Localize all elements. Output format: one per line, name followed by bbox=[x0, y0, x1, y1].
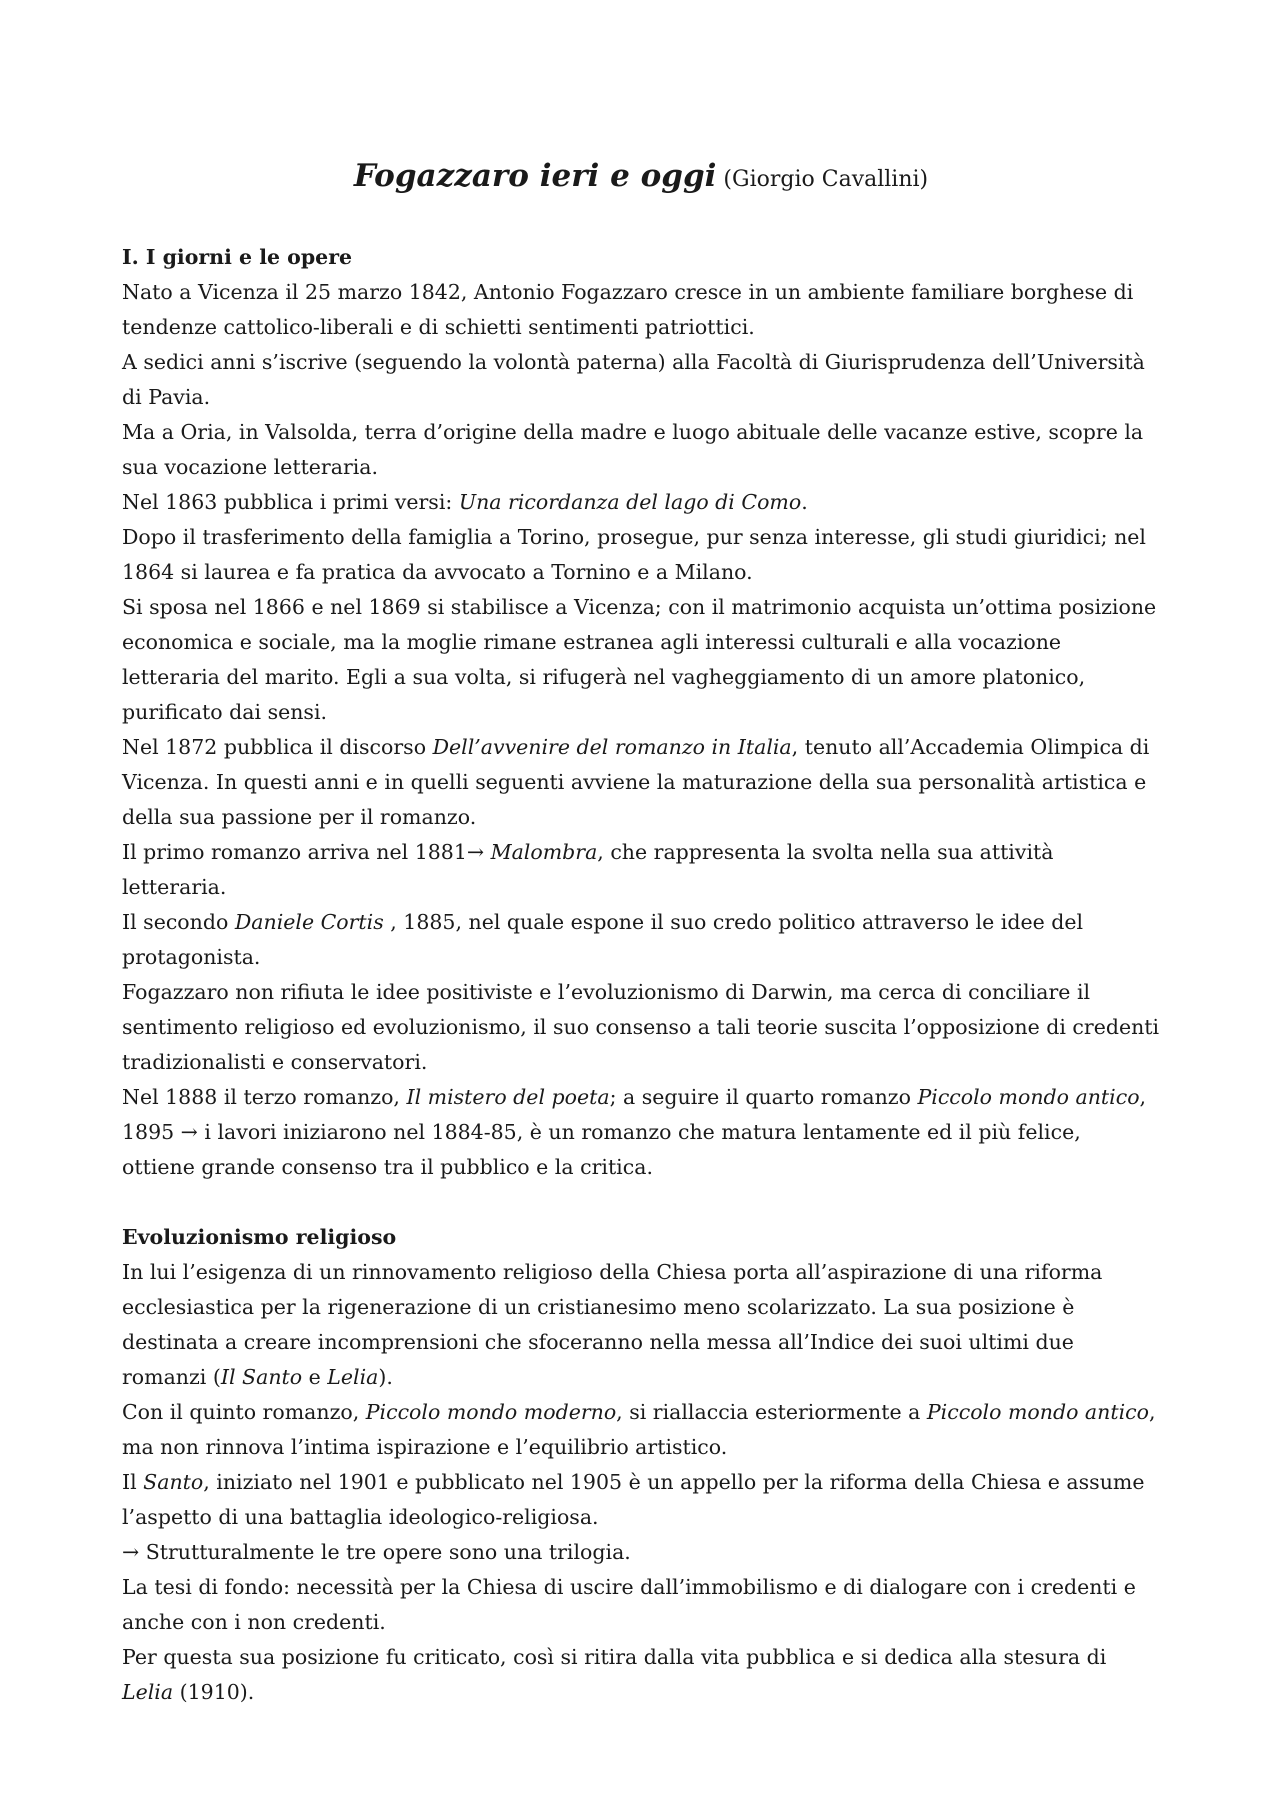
text-span: In lui l’esigenza di un rinnovamento religioso della Chiesa porta all’aspirazione di una riforma ecclesiastica per la rigenerazione di un cristianesimo meno scolarizzato. La sua posizione è destinata a creare incomprensioni che sfoceranno nella messa all’Indice dei suoi ultimi due romanzi ( bbox=[122, 1260, 1103, 1389]
text-span: ). bbox=[378, 1365, 393, 1389]
text-span: ; a seguire il quarto romanzo bbox=[609, 1085, 918, 1109]
document-author: (Giorgio Cavallini) bbox=[716, 167, 929, 192]
text-span: Con il quinto romanzo, bbox=[122, 1400, 366, 1424]
section-heading-evoluzionismo: Evoluzionismo religioso bbox=[122, 1225, 397, 1249]
text-span: , 1885, nel quale espone il suo credo politico attraverso le idee del protagonista. bbox=[122, 910, 1084, 969]
text-span: Il secondo bbox=[122, 910, 235, 934]
paragraph bbox=[122, 1080, 1160, 1185]
text-span: Nel 1888 il terzo romanzo, bbox=[122, 1085, 407, 1109]
paragraph bbox=[122, 835, 1160, 905]
text-span: , ma non rinnova l’intima ispirazione e l’equilibrio artistico. bbox=[122, 1400, 1156, 1459]
paragraph: Fogazzaro non rifiuta le idee positiviste e l’evoluzionismo di Darwin, ma cerca di conciliare il sentimento religioso ed evoluzionismo, il suo consenso a tali teorie suscita l’opposizione di credenti tradizionalisti e conservatori. bbox=[122, 980, 1160, 1074]
work-title: Lelia bbox=[327, 1365, 379, 1389]
paragraph: La tesi di fondo: necessità per la Chiesa di uscire dall’immobilismo e di dialogare con i credenti e anche con i non credenti. bbox=[122, 1575, 1136, 1634]
paragraph: Nato a Vicenza il 25 marzo 1842, Antonio Fogazzaro cresce in un ambiente familiare borghese di tendenze cattolico-liberali e di schietti sentimenti patriottici. bbox=[122, 280, 1134, 339]
text-span: Il bbox=[122, 1470, 144, 1494]
work-title: Lelia bbox=[122, 1680, 174, 1704]
work-title: Piccolo mondo antico bbox=[926, 1400, 1149, 1424]
text-span: , tenuto all’Accademia Olimpica di Vicenza. In questi anni e in quelli seguenti avviene la maturazione della sua personalità artistica e della sua passione per il romanzo. bbox=[122, 735, 1150, 829]
text-span: , si riallaccia esteriormente a bbox=[616, 1400, 927, 1424]
paragraph bbox=[122, 730, 1160, 835]
work-title: Piccolo mondo antico bbox=[917, 1085, 1140, 1109]
work-title: Santo bbox=[143, 1470, 204, 1494]
text-span: , 1895 → i lavori iniziarono nel 1884-85, è un romanzo che matura lentamente ed il più felice, ottiene grande consenso tra il pubblico e la critica. bbox=[122, 1085, 1147, 1179]
text-span: Nel 1863 pubblica i primi versi: bbox=[122, 490, 459, 514]
text-span: , che rappresenta la svolta nella sua attività letteraria. bbox=[122, 840, 1054, 899]
text-span: Il primo romanzo arriva nel 1881→ bbox=[122, 840, 491, 864]
work-title: Dell’avvenire del romanzo in Italia bbox=[432, 735, 792, 759]
work-title: Daniele Cortis bbox=[234, 910, 384, 934]
paragraph bbox=[122, 1465, 1160, 1535]
paragraph bbox=[122, 905, 1160, 975]
text-span: Per questa sua posizione fu criticato, così si ritira dalla vita pubblica e si dedica alla stesura di bbox=[122, 1645, 1107, 1669]
work-title: Il Santo bbox=[220, 1365, 303, 1389]
text-span: . bbox=[801, 490, 808, 514]
work-title: Il mistero del poeta bbox=[406, 1085, 610, 1109]
paragraph bbox=[122, 1395, 1160, 1465]
paragraph bbox=[122, 485, 1160, 520]
paragraph: Si sposa nel 1866 e nel 1869 si stabilisce a Vicenza; con il matrimonio acquista un’ottima posizione economica e sociale, ma la moglie rimane estranea agli interessi culturali e alla vocazione letteraria del marito. Egli a sua volta, si rifugerà nel vagheggiamento di un amore platonico, purificato dai sensi. bbox=[122, 595, 1157, 724]
paragraph bbox=[122, 1640, 1160, 1710]
paragraph: Dopo il trasferimento della famiglia a Torino, prosegue, pur senza interesse, gli studi giuridici; nel 1864 si laurea e fa pratica da avvocato a Tornino e a Milano. bbox=[122, 525, 1146, 584]
section-heading-giorni-opere: I. I giorni e le opere bbox=[122, 245, 353, 269]
document-title: Fogazzaro ieri e oggi bbox=[353, 158, 717, 194]
paragraph: → Strutturalmente le tre opere sono una trilogia. bbox=[122, 1540, 631, 1564]
document-title-line bbox=[122, 152, 1160, 204]
text-span: (1910). bbox=[173, 1680, 255, 1704]
paragraph: Ma a Oria, in Valsolda, terra d’origine della madre e luogo abituale delle vacanze estive, scopre la sua vocazione letteraria. bbox=[122, 420, 1144, 479]
paragraph: A sedici anni s’iscrive (seguendo la volontà paterna) alla Facoltà di Giurisprudenza dell’Università di Pavia. bbox=[122, 350, 1145, 409]
work-title: Malombra bbox=[490, 840, 598, 864]
work-title: Piccolo mondo moderno bbox=[365, 1400, 617, 1424]
work-title: Una ricordanza del lago di Como bbox=[458, 490, 802, 514]
paragraph bbox=[122, 1255, 1160, 1395]
text-span: e bbox=[302, 1365, 328, 1389]
section-spacer bbox=[122, 1185, 1160, 1220]
text-span: , iniziato nel 1901 e pubblicato nel 1905 è un appello per la riforma della Chiesa e assume l’aspetto di una battaglia ideologico-religiosa. bbox=[122, 1470, 1145, 1529]
text-span: Nel 1872 pubblica il discorso bbox=[122, 735, 433, 759]
